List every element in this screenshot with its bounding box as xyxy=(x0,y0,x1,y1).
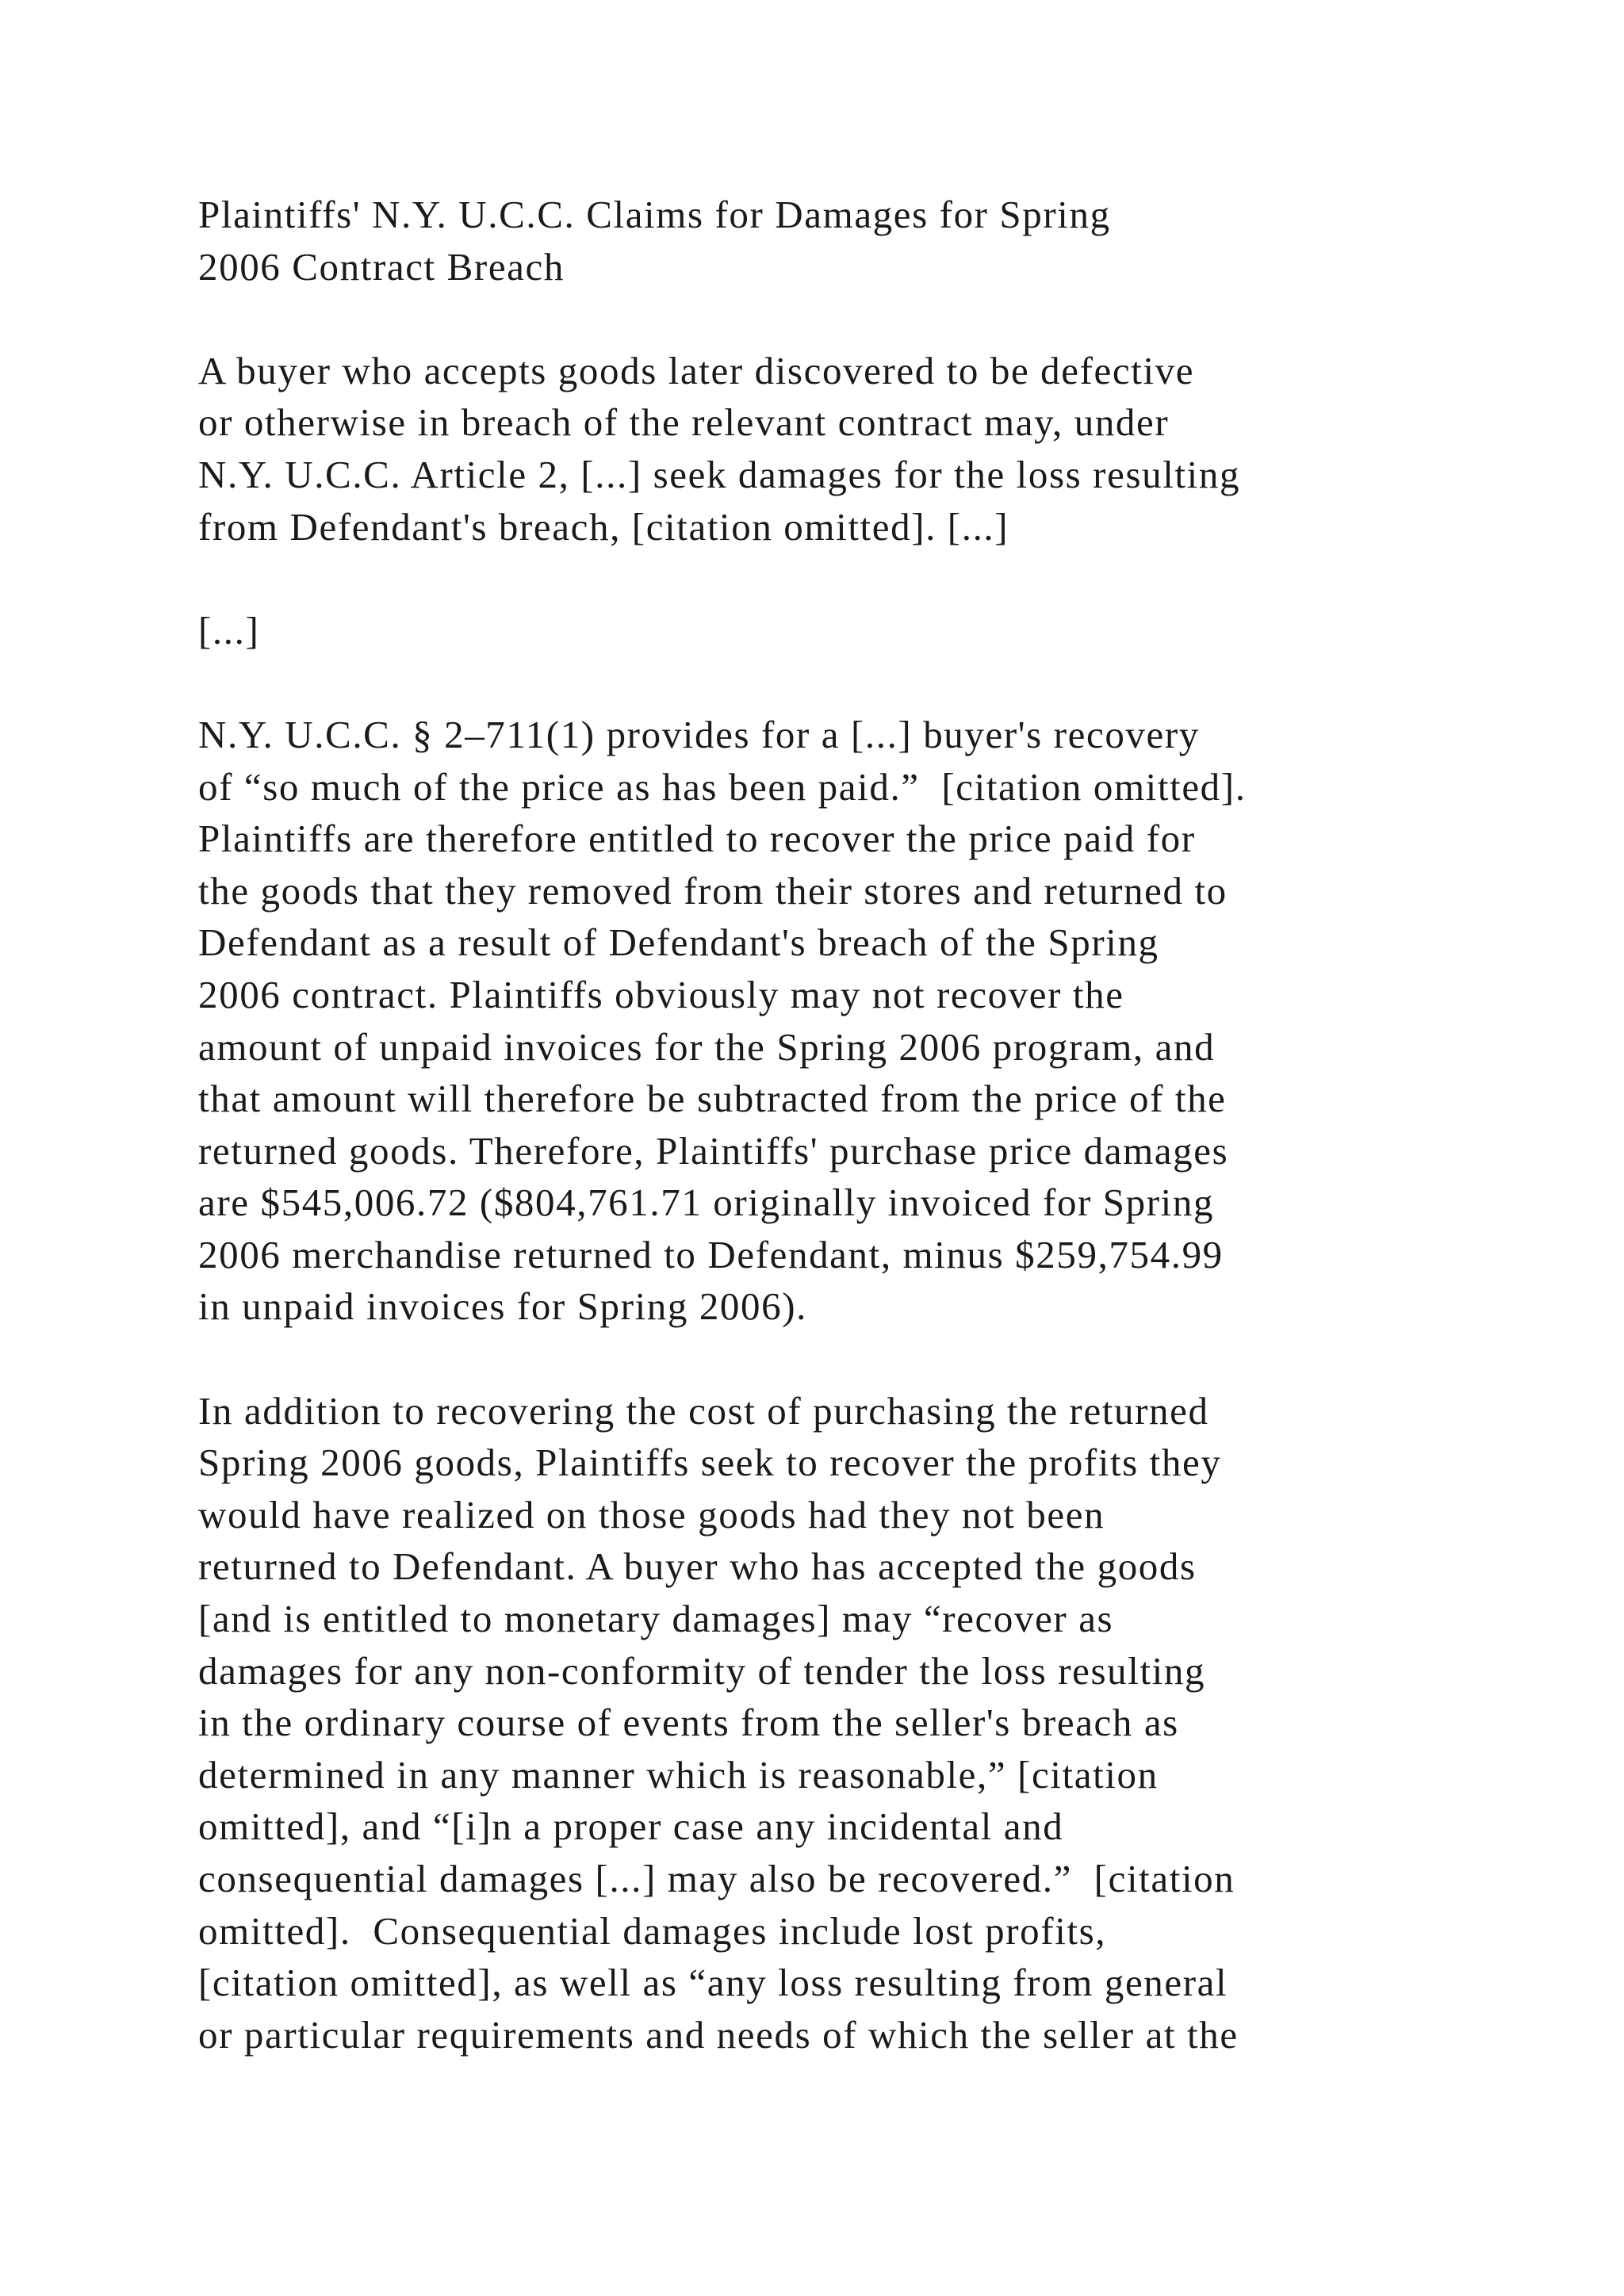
title-line-2: 2006 Contract Breach xyxy=(198,244,565,289)
paragraph-3-line-4: returned to Defendant. A buyer who has accepted the goods xyxy=(198,1544,1197,1589)
paragraph-spacer xyxy=(198,293,1467,345)
paragraph-2-line-9: returned goods. Therefore, Plaintiffs' purchase price damages xyxy=(198,1128,1229,1173)
paragraph-spacer xyxy=(198,553,1467,605)
paragraph-2-line-7: amount of unpaid invoices for the Spring 2006 program, and xyxy=(198,1024,1216,1069)
paragraph-2 xyxy=(198,709,1467,1333)
paragraph-3-line-10: consequential damages [...] may also be recovered.” [citation xyxy=(198,1857,1235,1900)
paragraph-3-line-5: [and is entitled to monetary damages] may “recover as xyxy=(198,1597,1114,1641)
title-line-1: Plaintiffs' N.Y. U.C.C. Claims for Damages for Spring xyxy=(198,193,1111,236)
paragraph-3-line-3: would have realized on those goods had they not been xyxy=(198,1492,1105,1536)
document-title xyxy=(198,189,1467,293)
paragraph-2-line-4: the goods that they removed from their stores and returned to xyxy=(198,868,1228,913)
paragraph-3-line-7: in the ordinary course of events from the seller's breach as xyxy=(198,1701,1179,1745)
paragraph-3-line-8: determined in any manner which is reasonable,” [citation xyxy=(198,1752,1159,1797)
paragraph-spacer xyxy=(198,656,1467,709)
paragraph-1-line-2: or otherwise in breach of the relevant contract may, under xyxy=(198,400,1170,445)
paragraph-2-line-6: 2006 contract. Plaintiffs obviously may not recover the xyxy=(198,972,1124,1016)
paragraph-2-line-10: are $545,006.72 ($804,761.71 originally invoiced for Spring xyxy=(198,1181,1215,1225)
paragraph-2-line-2: of “so much of the price as has been paid.” [citation omitted]. xyxy=(198,764,1247,809)
paragraph-3-line-2: Spring 2006 goods, Plaintiffs seek to recover the profits they xyxy=(198,1441,1222,1485)
paragraph-3 xyxy=(198,1385,1467,2061)
paragraph-2-line-5: Defendant as a result of Defendant's breach of the Spring xyxy=(198,920,1159,965)
paragraph-1 xyxy=(198,345,1467,553)
paragraph-2-line-1: N.Y. U.C.C. § 2–711(1) provides for a [...] buyer's recovery xyxy=(198,712,1200,756)
paragraph-2-line-11: 2006 merchandise returned to Defendant, minus $259,754.99 xyxy=(198,1232,1224,1276)
paragraph-spacer xyxy=(198,1333,1467,1385)
paragraph-3-line-12: [citation omitted], as well as “any loss resulting from general xyxy=(198,1961,1228,2005)
paragraph-1-line-3: N.Y. U.C.C. Article 2, [...] seek damages for the loss resulting xyxy=(198,452,1241,496)
paragraph-3-line-11: omitted]. Consequential damages include lost profits, xyxy=(198,1908,1107,1953)
paragraph-1-line-1: A buyer who accepts goods later discovered to be defective xyxy=(198,348,1195,392)
paragraph-1-line-4: from Defendant's breach, [citation omitted]. [...] xyxy=(198,504,1009,549)
paragraph-2-line-8: that amount will therefore be subtracted from the price of the xyxy=(198,1077,1227,1121)
paragraph-3-line-13: or particular requirements and needs of which the seller at the xyxy=(198,2012,1239,2057)
paragraph-3-line-1: In addition to recovering the cost of purchasing the returned xyxy=(198,1388,1209,1433)
paragraph-2-line-3: Plaintiffs are therefore entitled to recover the price paid for xyxy=(198,817,1196,861)
ellipsis-line: [...] xyxy=(198,608,260,652)
paragraph-3-line-9: omitted], and “[i]n a proper case any incidental and xyxy=(198,1804,1064,1849)
paragraph-3-line-6: damages for any non-conformity of tender the loss resulting xyxy=(198,1648,1206,1693)
paragraph-2-line-12: in unpaid invoices for Spring 2006). xyxy=(198,1284,808,1329)
document-body xyxy=(198,189,1467,2061)
